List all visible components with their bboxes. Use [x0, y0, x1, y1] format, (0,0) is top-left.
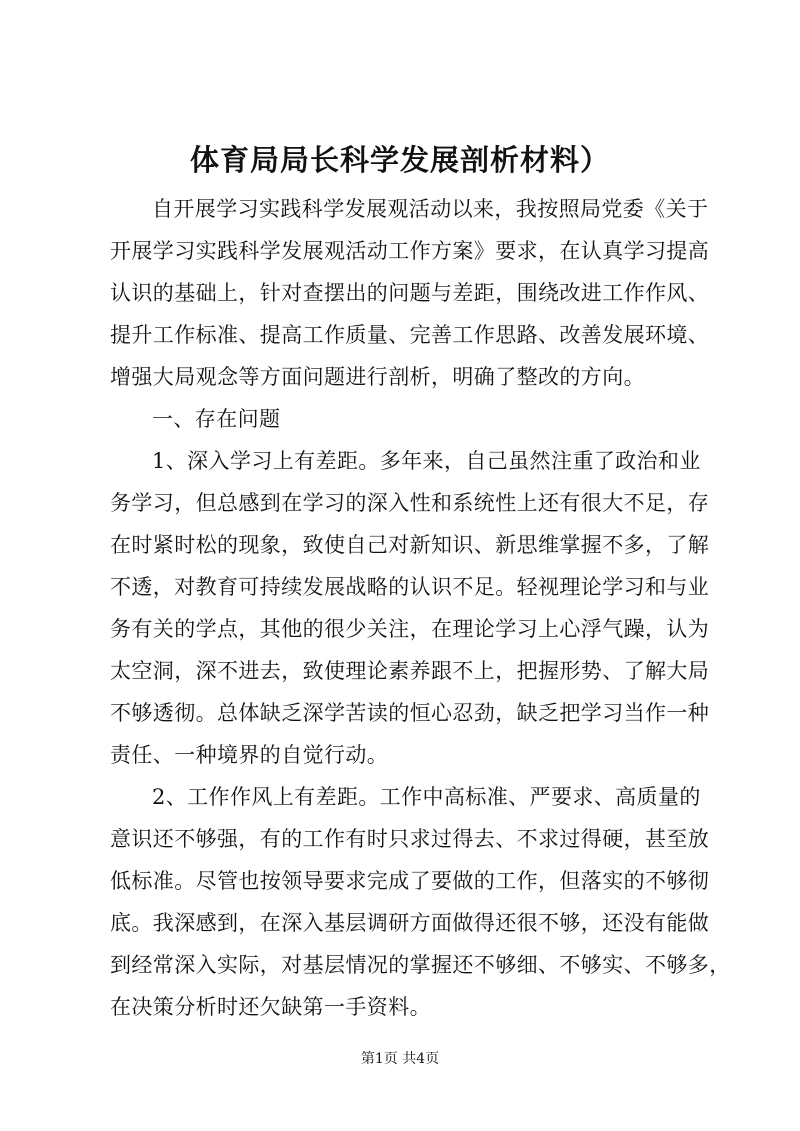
text-line: 底。我深感到，在深入基层调研方面做得还很不够，还没有能做 — [110, 911, 710, 935]
text-line: 不透，对教育可持续发展战略的认识不足。轻视理论学习和与业 — [110, 575, 710, 599]
text-line: 认识的基础上，针对查摆出的问题与差距，围绕改进工作作风、 — [110, 281, 710, 305]
text-line: 不够透彻。总体缺乏深学苦读的恒心忍劲，缺乏把学习当作一种 — [110, 701, 710, 725]
text-line: 务有关的学点，其他的很少关注，在理论学习上心浮气躁，认为 — [110, 617, 710, 641]
text-line: 一、存在问题 — [152, 407, 281, 431]
text-line: 务学习，但总感到在学习的深入性和系统性上还有很大不足，存 — [110, 491, 710, 515]
paragraph-item-2 — [110, 776, 731, 1028]
paragraph-item-1 — [110, 440, 710, 776]
text-line: 开展学习实践科学发展观活动工作方案》要求，在认真学习提高 — [110, 239, 710, 263]
document-body — [110, 188, 731, 1028]
section-heading — [110, 398, 698, 440]
text-line: 提升工作标准、提高工作质量、完善工作思路、改善发展环境、 — [110, 323, 710, 347]
page-title: 体育局局长科学发展剖析材料） — [189, 143, 610, 177]
text-line: 责任、一种境界的自觉行动。 — [110, 743, 389, 767]
text-line: 低标准。尽管也按领导要求完成了要做的工作，但落实的不够彻 — [110, 869, 710, 893]
text-line: 太空洞，深不进去，致使理论素养跟不上，把握形势、了解大局 — [110, 659, 710, 683]
text-line: 在决策分析时还欠缺第一手资料。 — [110, 995, 431, 1019]
text-line: 在时紧时松的现象，致使自己对新知识、新思维掌握不多，了解 — [110, 533, 710, 557]
page-indicator: 第1页 共4页 — [360, 1051, 440, 1067]
text-line: 1、深入学习上有差距。多年来，自己虽然注重了政治和业 — [152, 449, 701, 473]
text-line: 增强大局观念等方面问题进行剖析，明确了整改的方向。 — [110, 365, 645, 389]
page-footer — [0, 1049, 800, 1069]
text-line: 2、工作作风上有差距。工作中高标准、严要求、高质量的 — [152, 785, 701, 809]
paragraph-intro — [110, 188, 710, 398]
text-line: 自开展学习实践科学发展观活动以来，我按照局党委《关于 — [152, 197, 709, 221]
text-line: 意识还不够强，有的工作有时只求过得去、不求过得硬，甚至放 — [110, 827, 710, 851]
text-line: 到经常深入实际，对基层情况的掌握还不够细、不够实、不够多， — [110, 953, 731, 977]
